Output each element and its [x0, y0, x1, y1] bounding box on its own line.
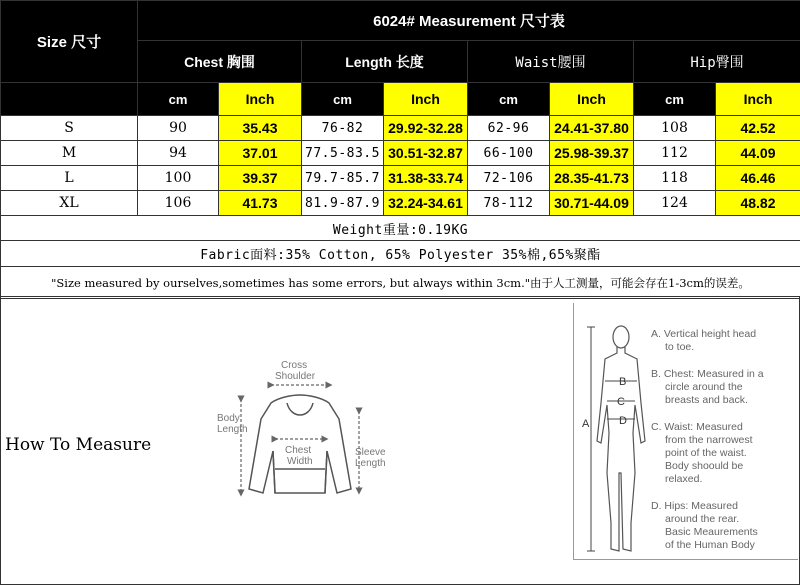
waist-header: Waist腰围: [468, 41, 634, 83]
hip-cm-cell: 118: [634, 166, 716, 191]
length-cm-cell: 77.5-83.5: [302, 141, 384, 166]
length-inch-cell: 31.38-33.74: [384, 166, 468, 191]
hip-inch-cell: 44.09: [716, 141, 800, 166]
sweater-label: Length: [217, 424, 248, 435]
chest-cm-cell: 90: [138, 116, 219, 141]
length-cm-cell: 76-82: [302, 116, 384, 141]
hip-inch-cell: 48.82: [716, 191, 800, 216]
instruction-line: B. Chest: Measured in a: [651, 368, 764, 380]
unit-cm: cm: [634, 83, 716, 116]
waist-cm-cell: 62-96: [468, 116, 550, 141]
hip-cm-cell: 108: [634, 116, 716, 141]
chest-inch-cell: 35.43: [219, 116, 302, 141]
length-header: Length 长度: [302, 41, 468, 83]
size-cell: S: [1, 116, 138, 141]
length-cm-cell: 79.7-85.7: [302, 166, 384, 191]
table-title: 6024# Measurement 尺寸表: [138, 1, 800, 41]
diagram-frame: [573, 303, 798, 560]
chest-inch-cell: 41.73: [219, 191, 302, 216]
instruction-line: circle around the: [665, 381, 743, 393]
instruction-line: around the rear.: [665, 513, 740, 525]
table-row: [1, 191, 800, 216]
unit-inch: Inch: [219, 83, 302, 116]
size-header: Size 尺寸: [1, 1, 138, 83]
length-inch-cell: 32.24-34.61: [384, 191, 468, 216]
hip-inch-cell: 46.46: [716, 166, 800, 191]
sweater-label: Body: [217, 413, 240, 424]
waist-cm-cell: 78-112: [468, 191, 550, 216]
length-cm-cell: 81.9-87.9: [302, 191, 384, 216]
hip-cm-cell: 112: [634, 141, 716, 166]
sweater-label: Sleeve: [355, 447, 386, 458]
sweater-label: Shoulder: [275, 371, 316, 382]
sweater-diagram: [213, 361, 403, 507]
unit-inch: Inch: [550, 83, 634, 116]
length-inch-cell: 29.92-32.28: [384, 116, 468, 141]
waist-inch-cell: 30.71-44.09: [550, 191, 634, 216]
body-letter: A: [582, 418, 590, 430]
how-to-measure-section: [0, 296, 800, 585]
hip-header: Hip臀围: [634, 41, 800, 83]
instruction-line: A. Vertical height head: [651, 328, 757, 340]
fabric-row: Fabric面料:35% Cotton, 65% Polyester 35%棉,65%聚酯: [1, 241, 800, 267]
hip-inch-cell: 42.52: [716, 116, 800, 141]
unit-inch: Inch: [716, 83, 800, 116]
instruction-line: from the narrowest: [665, 434, 753, 446]
chest-inch-cell: 37.01: [219, 141, 302, 166]
body-letter: C: [617, 396, 625, 408]
sweater-label: Cross: [281, 361, 308, 371]
body-letter: B: [619, 376, 627, 388]
waist-inch-cell: 28.35-41.73: [550, 166, 634, 191]
instruction-line: point of the waist.: [665, 447, 747, 459]
instruction-line: C. Waist: Measured: [651, 421, 743, 433]
body-letter: D: [619, 415, 627, 427]
instruction-line: Basic Meaurements: [665, 526, 758, 538]
waist-cm-cell: 66-100: [468, 141, 550, 166]
hip-cm-cell: 124: [634, 191, 716, 216]
size-cell: M: [1, 141, 138, 166]
chest-cm-cell: 106: [138, 191, 219, 216]
instruction-line: relaxed.: [665, 473, 703, 485]
unit-cm: cm: [138, 83, 219, 116]
table-row: [1, 166, 800, 191]
sweater-label: Width: [287, 456, 313, 467]
instruction-line: of the Human Body: [665, 539, 755, 551]
chest-inch-cell: 39.37: [219, 166, 302, 191]
waist-inch-cell: 24.41-37.80: [550, 116, 634, 141]
length-inch-cell: 30.51-32.87: [384, 141, 468, 166]
instruction-line: Body shoould be: [665, 460, 744, 472]
weight-row: Weight重量:0.19KG: [1, 216, 800, 241]
table-row: [1, 116, 800, 141]
measurement-note: "Size measured by ourselves,sometimes has some errors, but always within 3cm."由于人工测量，可能会存在1-3cm的误差。: [1, 267, 800, 299]
chest-cm-cell: 100: [138, 166, 219, 191]
size-cell: L: [1, 166, 138, 191]
size-cell: XL: [1, 191, 138, 216]
waist-cm-cell: 72-106: [468, 166, 550, 191]
instruction-line: D. Hips: Measured: [651, 500, 738, 512]
chest-cm-cell: 94: [138, 141, 219, 166]
unit-inch: Inch: [384, 83, 468, 116]
chest-header: Chest 胸围: [138, 41, 302, 83]
sweater-label: Chest: [285, 445, 312, 456]
how-to-measure-label: How To Measure: [5, 435, 152, 455]
instruction-line: breasts and back.: [665, 394, 748, 406]
sweater-label: Length: [355, 458, 386, 469]
unit-cm: cm: [468, 83, 550, 116]
blank-cell: [1, 83, 138, 116]
table-row: [1, 141, 800, 166]
instruction-line: to toe.: [665, 341, 695, 353]
waist-inch-cell: 25.98-39.37: [550, 141, 634, 166]
unit-cm: cm: [302, 83, 384, 116]
